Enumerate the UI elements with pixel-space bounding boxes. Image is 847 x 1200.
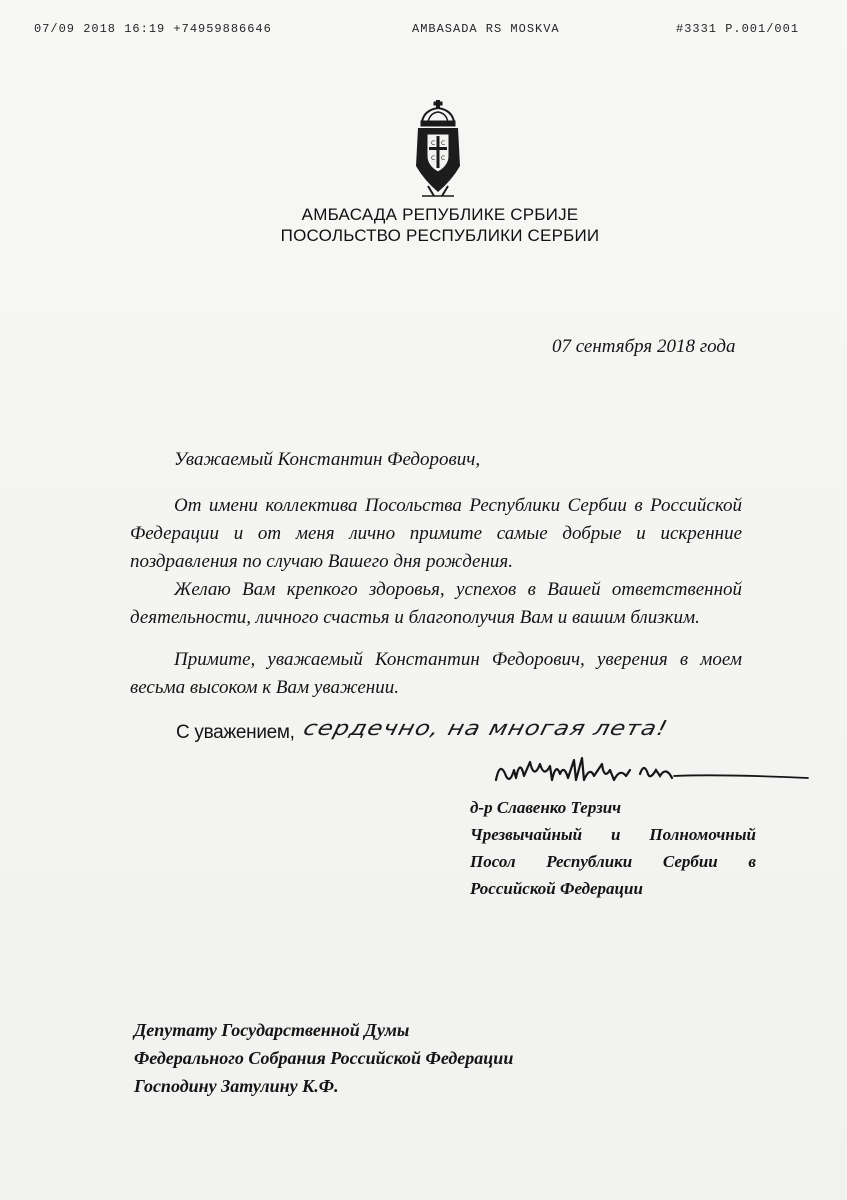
signatory-name: д-р Славенко Терзич	[470, 798, 622, 817]
signatory-block	[470, 794, 756, 902]
svg-text:С: С	[431, 140, 436, 147]
embassy-name-serbian: АМБАСАДА РЕПУБЛИКЕ СРБИЈЕ	[301, 205, 579, 224]
svg-text:С: С	[441, 155, 446, 162]
fax-timestamp: 07/09 2018 16:19 +74959886646	[34, 22, 272, 36]
recipient-line1: Депутату Государственной Думы	[134, 1020, 410, 1040]
recipient-block	[134, 1016, 513, 1100]
recipient-line3: Господину Затулину К.Ф.	[134, 1076, 339, 1096]
serbian-coat-of-arms-icon	[412, 100, 464, 202]
signature	[490, 740, 810, 800]
fax-header	[0, 22, 847, 42]
salutation: Уважаемый Константин Федорович,	[174, 449, 481, 470]
recipient-line2: Федерального Собрания Российской Федерации	[134, 1048, 514, 1068]
embassy-name-russian: ПОСОЛЬСТВО РЕСПУБЛИКИ СЕРБИИ	[280, 226, 600, 245]
svg-text:С: С	[431, 155, 436, 162]
signatory-title-line2: Посол Республики Сербии в	[470, 852, 756, 871]
handwritten-note-text: сердечно, на многая лета!	[301, 716, 671, 740]
paragraph-regards: Примите, уважаемый Константин Федорович, уверения в моем весьма высоком к Вам уважении.	[130, 649, 742, 698]
embassy-name	[250, 204, 630, 246]
paragraph-congratulations: От имени коллектива Посольства Республики Сербии в Российской Федерации и от меня лично примите самые добрые и искренние поздравления по случаю Вашего дня рождения.	[130, 495, 742, 572]
closing: С уважением,	[176, 722, 295, 743]
paragraph-wishes: Желаю Вам крепкого здоровья, успехов в Вашей ответственной деятельности, личного счастья и благополучия Вам и вашим близким.	[130, 579, 742, 628]
fax-sender: AMBASADA RS MOSKVA	[412, 22, 560, 36]
signatory-title-line1: Чрезвычайный и Полномочный	[470, 825, 756, 844]
fax-page-info: #3331 P.001/001	[676, 22, 800, 36]
svg-text:С: С	[441, 140, 446, 147]
letter-date: 07 сентября 2018 года	[552, 336, 736, 357]
signatory-title-line3: Российской Федерации	[470, 879, 643, 898]
